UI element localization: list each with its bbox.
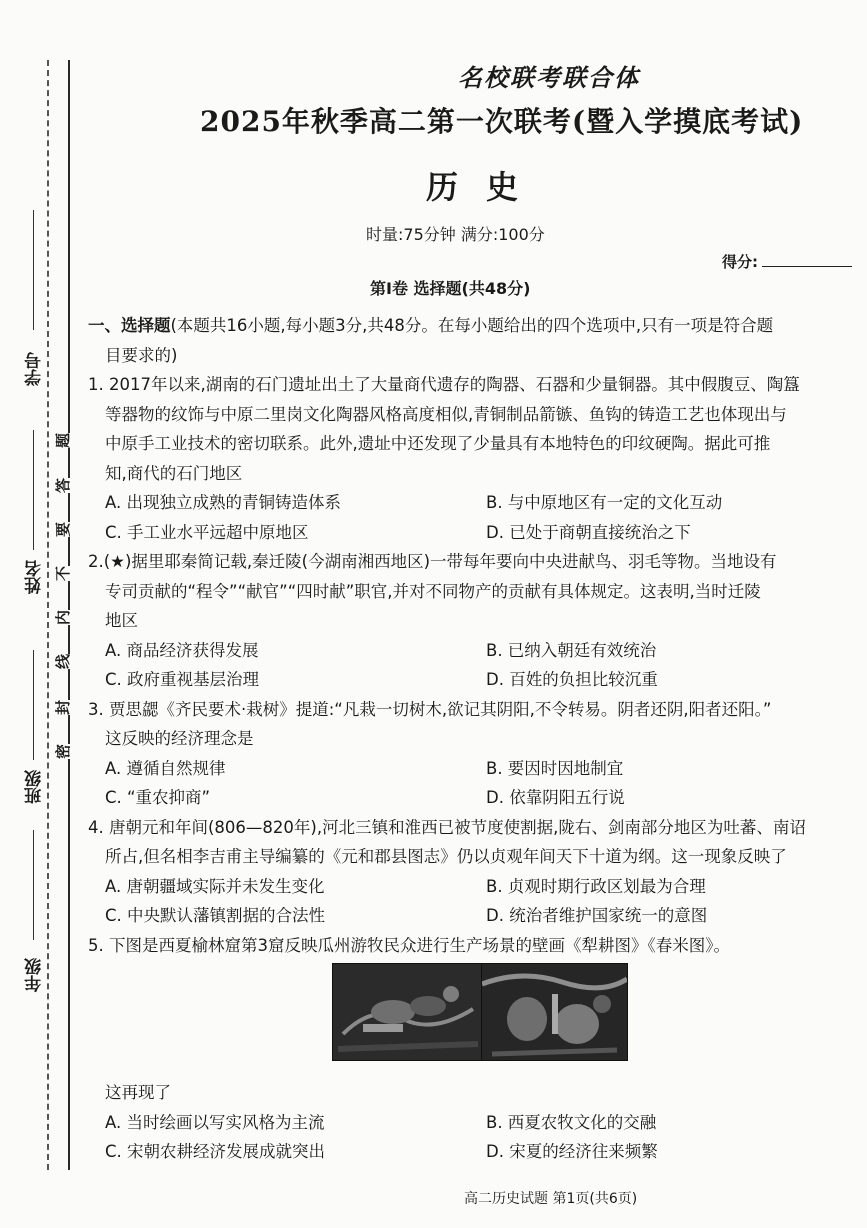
options-row [88, 488, 858, 518]
option-b: B. 贞观时期行政区划最为合理 [486, 876, 706, 896]
score-blank [762, 252, 852, 267]
options-row [88, 518, 858, 548]
option-c: C. 宋朝农耕经济发展成就突出 [105, 1142, 326, 1161]
part-title: 第Ⅰ卷 选择题(共48分) [370, 279, 531, 298]
name-line [33, 430, 34, 550]
school-name: 名校联考联合体 [458, 63, 640, 92]
question-line: 所占,但名相李吉甫主导编纂的《元和郡县图志》仍以贞观年间天下十道为纲。这一现象反映了 [105, 847, 787, 866]
seal-char: 线 [54, 653, 73, 670]
mural-plowing-drawing [333, 964, 483, 1060]
question-line: 1. 2017年以来,湖南的石门遗址出土了大量商代遗存的陶器、石器和少量铜器。其中假腹豆、陶簋 [88, 375, 800, 394]
question-line: 4. 唐朝元和年间(806—820年),河北三镇和淮西已被节度使割据,陇右、剑南部分地区为吐蕃、南诏 [88, 817, 806, 837]
seal-char: 不 [54, 565, 73, 582]
field-class: 班级 [25, 770, 45, 804]
options-row [88, 783, 858, 813]
question-line: 3. 贾思勰《齐民要术·栽树》提道:“凡栽一切树木,欲记其阴阳,不令转易。阴者还阴,阳者还阳。” [88, 699, 772, 719]
seal-char: 封 [54, 699, 73, 716]
option-c: C. 政府重视基层治理 [105, 670, 260, 689]
question-line: 等器物的纹饰与中原二里岗文化陶器风格高度相似,青铜制品箭镞、鱼钩的铸造工艺也体现出与 [105, 404, 787, 424]
question-3 [88, 695, 858, 813]
binding-margin [0, 0, 75, 1228]
option-d: D. 统治者维护国家统一的意图 [486, 906, 708, 925]
question-line: 2.(★)据里耶秦简记载,秦迁陵(今湖南湘西地区)一带每年要向中央进献鸟、羽毛等物。当地设有 [88, 552, 777, 571]
option-d: D. 依靠阴阳五行说 [486, 788, 625, 807]
seal-char: 密 [54, 743, 73, 760]
section-desc-cont: 目要求的) [105, 345, 178, 365]
option-d: D. 百姓的负担比较沉重 [486, 670, 658, 689]
option-c: C. 手工业水平远超中原地区 [105, 522, 309, 542]
mural-image-pounding [481, 963, 628, 1061]
question-line: 这反映的经济理念是 [105, 729, 254, 748]
option-d: D. 已处于商朝直接统治之下 [486, 522, 691, 542]
options-row [88, 1137, 858, 1167]
exam-timing: 时量:75分钟 满分:100分 [366, 225, 545, 244]
field-name: 姓名 [25, 560, 45, 594]
question-2 [88, 547, 858, 695]
question-line: 这再现了 [105, 1083, 171, 1102]
section-heading [88, 311, 858, 341]
mural-image-plowing [332, 963, 484, 1061]
section-desc: (本题共16小题,每小题3分,共48分。在每小题给出的四个选项中,只有一项是符合题 [170, 316, 774, 335]
score-label: 得分: [722, 253, 758, 271]
option-c: C. “重农抑商” [105, 788, 211, 807]
option-b: B. 与中原地区有一定的文化互动 [486, 493, 723, 512]
option-a: A. 商品经济获得发展 [105, 640, 259, 660]
options-row [88, 901, 858, 931]
student-id-line [33, 210, 34, 330]
seal-char: 答 [54, 477, 73, 494]
section-head: 一、选择题 [88, 316, 171, 335]
option-a: A. 唐朝疆域实际并未发生变化 [105, 876, 325, 896]
option-c: C. 中央默认藩镇割据的合法性 [105, 906, 326, 925]
option-d: D. 宋夏的经济往来频繁 [486, 1142, 658, 1161]
grade-line [33, 830, 34, 940]
cut-line [47, 60, 49, 1170]
seal-char: 要 [54, 521, 73, 538]
class-line [33, 650, 34, 760]
question-line: 知,商代的石门地区 [105, 463, 243, 483]
options-row [88, 665, 858, 695]
subject-title: 历史 [426, 168, 547, 206]
options-row [88, 636, 858, 666]
option-a: A. 出现独立成熟的青铜铸造体系 [105, 493, 341, 512]
page-footer: 高二历史试题 第1页(共6页) [464, 1191, 638, 1207]
field-grade: 年级 [25, 958, 45, 992]
option-a: A. 遵循自然规律 [105, 758, 226, 778]
score-field [722, 251, 852, 272]
option-b: B. 已纳入朝廷有效统治 [486, 640, 657, 660]
question-1 [88, 370, 858, 547]
options-row [88, 754, 858, 784]
option-b: B. 要因时因地制宜 [486, 758, 624, 778]
seal-char: 题 [54, 432, 73, 449]
question-4 [88, 813, 858, 931]
question-line: 地区 [105, 611, 138, 630]
field-student-id: 学号 [25, 352, 45, 386]
question-line: 专司贡献的“程令”“献官”“四时献”职官,并对不同物产的贡献有具体规定。这表明,当时迁陵 [105, 581, 761, 601]
question-line: 中原手工业技术的密切联系。此外,遗址中还发现了少量具有本地特色的印纹硬陶。据此可推 [105, 434, 771, 453]
options-row [88, 1108, 858, 1138]
option-b: B. 西夏农牧文化的交融 [486, 1112, 657, 1132]
mural-pounding-drawing [482, 964, 627, 1060]
question-line: 5. 下图是西夏榆林窟第3窟反映瓜州游牧民众进行生产场景的壁画《犁耕图》《春米图》。 [88, 935, 730, 955]
option-a: A. 当时绘画以写实风格为主流 [105, 1112, 325, 1132]
exam-title: 2025年秋季高二第一次联考(暨入学摸底考试) [200, 105, 804, 138]
options-row [88, 872, 858, 902]
seal-char: 内 [54, 609, 73, 626]
